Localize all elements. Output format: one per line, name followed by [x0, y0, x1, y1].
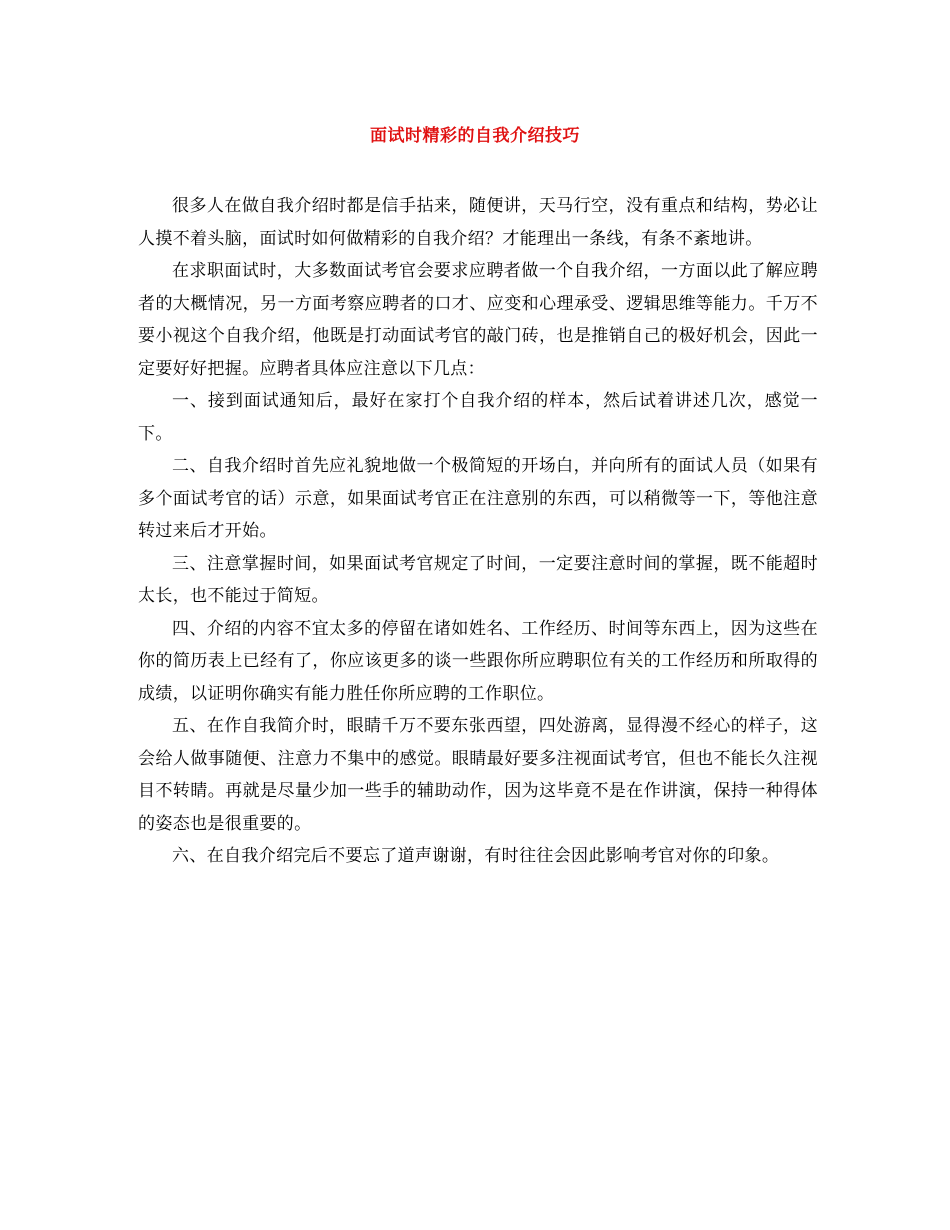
- paragraph-point-2: 二、自我介绍时首先应礼貌地做一个极简短的开场白，并向所有的面试人员（如果有多个面试考官的话）示意，如果面试考官正在注意别的东西，可以稍微等一下，等他注意转过来后才开始。: [138, 456, 818, 541]
- paragraph-point-4: 四、介绍的内容不宜太多的停留在诸如姓名、工作经历、时间等东西上，因为这些在你的简历表上已经有了，你应该更多的谈一些跟你所应聘职位有关的工作经历和所取得的成绩，以证明你确实有能力胜任你所应聘的工作职位。: [138, 618, 818, 704]
- paragraph-point-6: 六、在自我介绍完后不要忘了道声谢谢，有时往往会因此影响考官对你的印象。: [172, 846, 780, 866]
- document-body: [138, 190, 818, 873]
- paragraph-point-3: 三、注意掌握时间，如果面试考官规定了时间，一定要注意时间的掌握，既不能超时太长，也不能过于简短。: [138, 553, 818, 606]
- paragraph-intro: 很多人在做自我介绍时都是信手拈来，随便讲，天马行空，没有重点和结构，势必让人摸不着头脑，面试时如何做精彩的自我介绍？才能理出一条线，有条不紊地讲。: [138, 196, 818, 249]
- paragraph-point-1: 一、接到面试通知后，最好在家打个自我介绍的样本，然后试着讲述几次，感觉一下。: [138, 391, 818, 444]
- paragraph-point-5: 五、在作自我简介时，眼睛千万不要东张西望，四处游离，显得漫不经心的样子，这会给人做事随便、注意力不集中的感觉。眼睛最好要多注视面试考官，但也不能长久注视目不转睛。再就是尽量少加一些手的辅助动作，因为这毕竟不是在作讲演，保持一种得体的姿态也是很重要的。: [138, 716, 818, 834]
- document-title: 面试时精彩的自我介绍技巧: [370, 126, 580, 146]
- paragraph-context: 在求职面试时，大多数面试考官会要求应聘者做一个自我介绍，一方面以此了解应聘者的大概情况，另一方面考察应聘者的口才、应变和心理承受、逻辑思维等能力。千万不要小视这个自我介绍，他既是打动面试考官的敲门砖，也是推销自己的极好机会，因此一定要好好把握。应聘者具体应注意以下几点：: [138, 261, 818, 379]
